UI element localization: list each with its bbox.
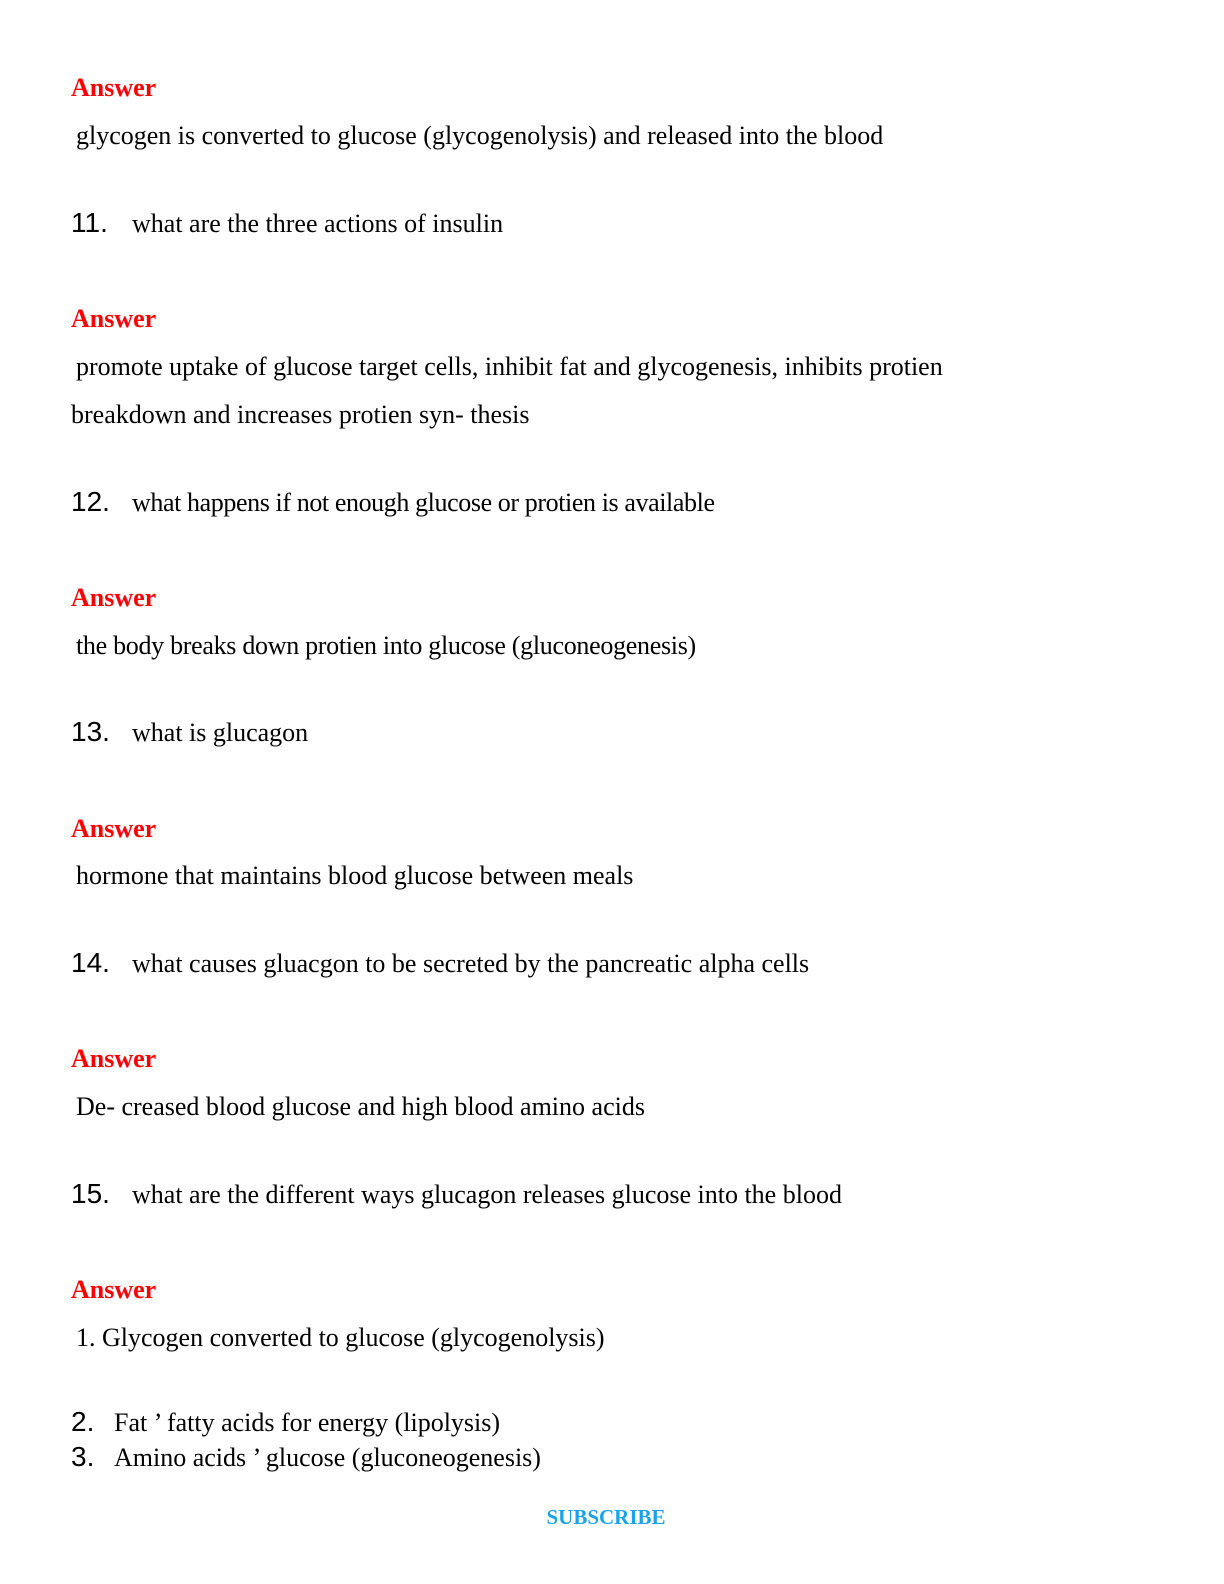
answer-list-item-3: Amino acids ’ glucose (gluconeogenesis) (114, 1443, 541, 1472)
question-number-11: 11. (71, 207, 108, 238)
question-text-13: what is glucagon (132, 718, 309, 747)
answer-list-number-3: 3. (71, 1441, 95, 1472)
question-text-11: what are the three actions of insulin (132, 209, 504, 238)
question-text-14: what causes gluacgon to be secreted by the pancreatic alpha cells (132, 949, 810, 978)
answer-label: Answer (71, 73, 157, 102)
answer-label: Answer (71, 583, 157, 612)
subscribe-link[interactable]: SUBSCRIBE (546, 1505, 666, 1529)
answer-text-10: glycogen is converted to glucose (glycogenolysis) and released into the blood (76, 121, 884, 150)
answer-text-13: hormone that maintains blood glucose between meals (76, 861, 634, 890)
answer-list-item-1: 1. Glycogen converted to glucose (glycogenolysis) (76, 1323, 605, 1352)
answer-text-11-line2: breakdown and increases protien syn- thesis (71, 400, 530, 429)
question-text-15: what are the different ways glucagon releases glucose into the blood (132, 1180, 842, 1209)
answer-text-11-line1: promote uptake of glucose target cells, inhibit fat and glycogenesis, inhibits protien (76, 352, 943, 381)
question-text-12: what happens if not enough glucose or protien is available (132, 488, 715, 517)
question-number-13: 13. (71, 716, 110, 747)
answer-label: Answer (71, 1275, 157, 1304)
question-number-15: 15. (71, 1178, 110, 1209)
answer-label: Answer (71, 1044, 157, 1073)
answer-text-14: De- creased blood glucose and high blood amino acids (76, 1092, 645, 1121)
answer-label: Answer (71, 304, 157, 333)
question-number-12: 12. (71, 486, 110, 517)
answer-label: Answer (71, 814, 157, 843)
answer-text-12: the body breaks down protien into glucose (gluconeogenesis) (76, 631, 696, 660)
question-number-14: 14. (71, 947, 110, 978)
answer-list-number-2: 2. (71, 1406, 95, 1437)
answer-list-item-2: Fat ’ fatty acids for energy (lipolysis) (114, 1408, 501, 1437)
